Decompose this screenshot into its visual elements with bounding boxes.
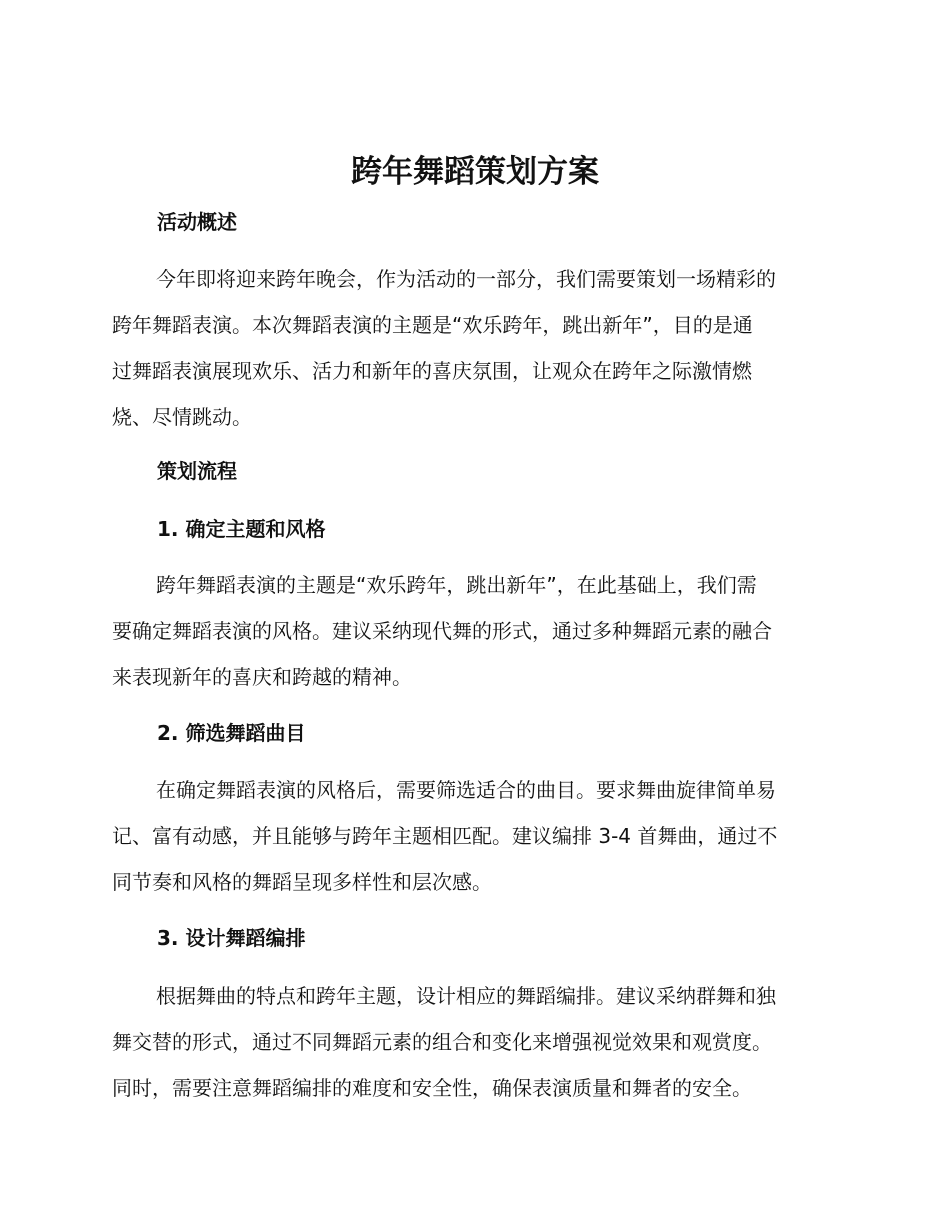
section-heading-choreography: 3. 设计舞蹈编排 (157, 926, 306, 950)
paragraph-line: 同节奏和风格的舞蹈呈现多样性和层次感。 (112, 870, 492, 894)
paragraph-line: 跨年舞蹈表演的主题是“欢乐跨年，跳出新年”，在此基础上，我们需 (156, 573, 757, 597)
section-heading-overview: 活动概述 (157, 210, 237, 234)
section-heading-select-music: 2. 筛选舞蹈曲目 (157, 721, 306, 745)
paragraph-theme-style (112, 562, 840, 700)
paragraph-line: 舞交替的形式，通过不同舞蹈元素的组合和变化来增强视觉效果和观赏度。 (112, 1030, 772, 1054)
document-title: 跨年舞蹈策划方案 (351, 154, 599, 190)
section-heading-theme-style: 1. 确定主题和风格 (157, 517, 326, 541)
paragraph-line: 记、富有动感，并且能够与跨年主题相匹配。建议编排 3-4 首舞曲，通过不 (112, 824, 778, 848)
paragraph-line: 今年即将迎来跨年晚会，作为活动的一部分，我们需要策划一场精彩的 (156, 267, 776, 291)
paragraph-line: 同时，需要注意舞蹈编排的难度和安全性，确保表演质量和舞者的安全。 (112, 1076, 752, 1100)
paragraph-line: 根据舞曲的特点和跨年主题，设计相应的舞蹈编排。建议采纳群舞和独 (156, 984, 776, 1008)
paragraph-line: 跨年舞蹈表演。本次舞蹈表演的主题是“欢乐跨年，跳出新年”，目的是通 (112, 313, 753, 337)
paragraph-select-music (112, 767, 840, 905)
section-heading-process: 策划流程 (157, 459, 237, 483)
paragraph-overview (112, 256, 840, 440)
paragraph-line: 来表现新年的喜庆和跨越的精神。 (112, 665, 412, 689)
paragraph-choreography (112, 973, 840, 1111)
paragraph-line: 在确定舞蹈表演的风格后，需要筛选适合的曲目。要求舞曲旋律简单易 (156, 778, 776, 802)
paragraph-line: 过舞蹈表演展现欢乐、活力和新年的喜庆氛围，让观众在跨年之际激情燃 (112, 359, 752, 383)
paragraph-line: 烧、尽情跳动。 (112, 405, 252, 429)
paragraph-line: 要确定舞蹈表演的风格。建议采纳现代舞的形式，通过多种舞蹈元素的融合 (112, 619, 772, 643)
